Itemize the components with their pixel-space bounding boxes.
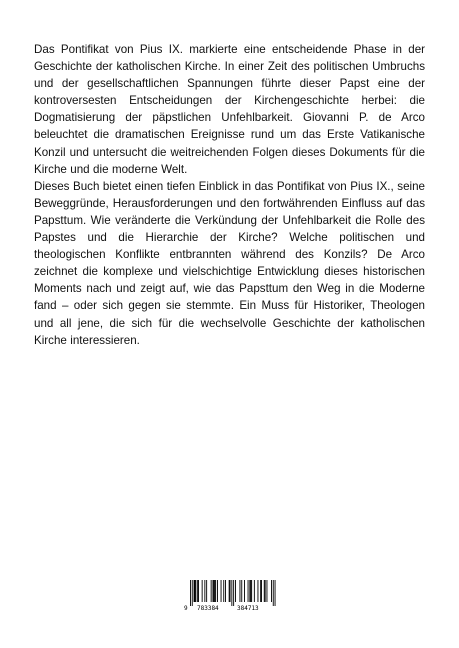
barcode-digit-lead: 9 [184, 605, 188, 612]
barcode-bar [254, 580, 255, 602]
barcode-digits-left: 783384 [197, 605, 219, 612]
barcode-bar [229, 580, 230, 602]
barcode-bar [215, 580, 216, 602]
barcode-bar [190, 580, 191, 606]
barcode-bar [213, 580, 214, 602]
barcode-bar [241, 580, 242, 602]
barcode-bar [204, 580, 205, 602]
barcode-bar [265, 580, 266, 602]
barcode-bar [275, 580, 276, 606]
barcode-bar [248, 580, 249, 602]
barcode-bar [260, 580, 261, 602]
barcode-bar [202, 580, 203, 602]
barcode-bars [184, 580, 278, 606]
barcode-bar [273, 580, 274, 606]
barcode-bar [249, 580, 250, 602]
isbn-barcode [184, 580, 278, 613]
barcode-bar [211, 580, 212, 602]
barcode-bar [192, 580, 193, 606]
barcode-bar [264, 580, 265, 602]
barcode-bar [221, 580, 222, 602]
barcode-bar [233, 580, 234, 606]
barcode-bar [250, 580, 251, 602]
barcode-bar [267, 580, 268, 602]
barcode-bar [271, 580, 272, 602]
barcode-bar [195, 580, 196, 602]
barcode-bar [194, 580, 195, 602]
barcode-digits-right: 384713 [237, 605, 259, 612]
barcode-bar [213, 580, 214, 602]
barcode-bar [197, 580, 198, 602]
barcode-bar [195, 580, 196, 602]
barcode-bar [206, 580, 207, 602]
barcode-bar [217, 580, 218, 602]
barcode-bar [198, 580, 199, 602]
barcode-bar [225, 580, 226, 602]
blurb-text [34, 41, 425, 349]
barcode-bar [240, 580, 241, 602]
barcode-bar [251, 580, 252, 602]
barcode-bar [258, 580, 259, 602]
barcode-bar [261, 580, 262, 602]
blurb-paragraph-2: Dieses Buch bietet einen tiefen Einblick in das Pontifikat von Pius IX., seine Beweggründe, Herausforderungen und den fortwährenden Einfluss auf das Papsttum. Wie veränderte die Verkündung der Unfehlbarkeit die Rolle des Papstes und die Hierarchie der Kirche? Welche politischen und theologischen Konflikte entbrannten während des Konzils? De Arco zeichnet die komplexe und vielschichtige Entwicklung dieses historischen Moments nach und zeigt auf, wie das Papsttum den Weg in die Moderne fand – oder sich gegen sie stemmte. Ein Muss für Historiker, Theologen und all jene, die sich für die wechselvolle Geschichte der katholischen Kirche interessieren. [34, 179, 425, 347]
barcode-bar [214, 580, 215, 602]
barcode-bar [235, 580, 236, 602]
barcode-bar [244, 580, 245, 602]
barcode-bar [223, 580, 224, 602]
barcode-digits [184, 604, 278, 613]
blurb-paragraph-1: Das Pontifikat von Pius IX. markierte eine entscheidende Phase in der Geschichte der katholischen Kirche. In einer Zeit des politischen Umbruchs und der gesellschaftlichen Spannungen führte dieser Papst eine der kontroversesten Entscheidungen der Kirchengeschichte herbei: die Dogmatisierung der päpstlichen Unfehlbarkeit. Giovanni P. de Arco beleuchtet die dramatischen Ereignisse rund um das Erste Vatikanische Konzil und untersucht die weitreichenden Folgen dieses Dokuments für die Kirche und die moderne Welt. [34, 43, 425, 176]
barcode-bar [230, 580, 231, 602]
barcode-bar [231, 580, 232, 606]
